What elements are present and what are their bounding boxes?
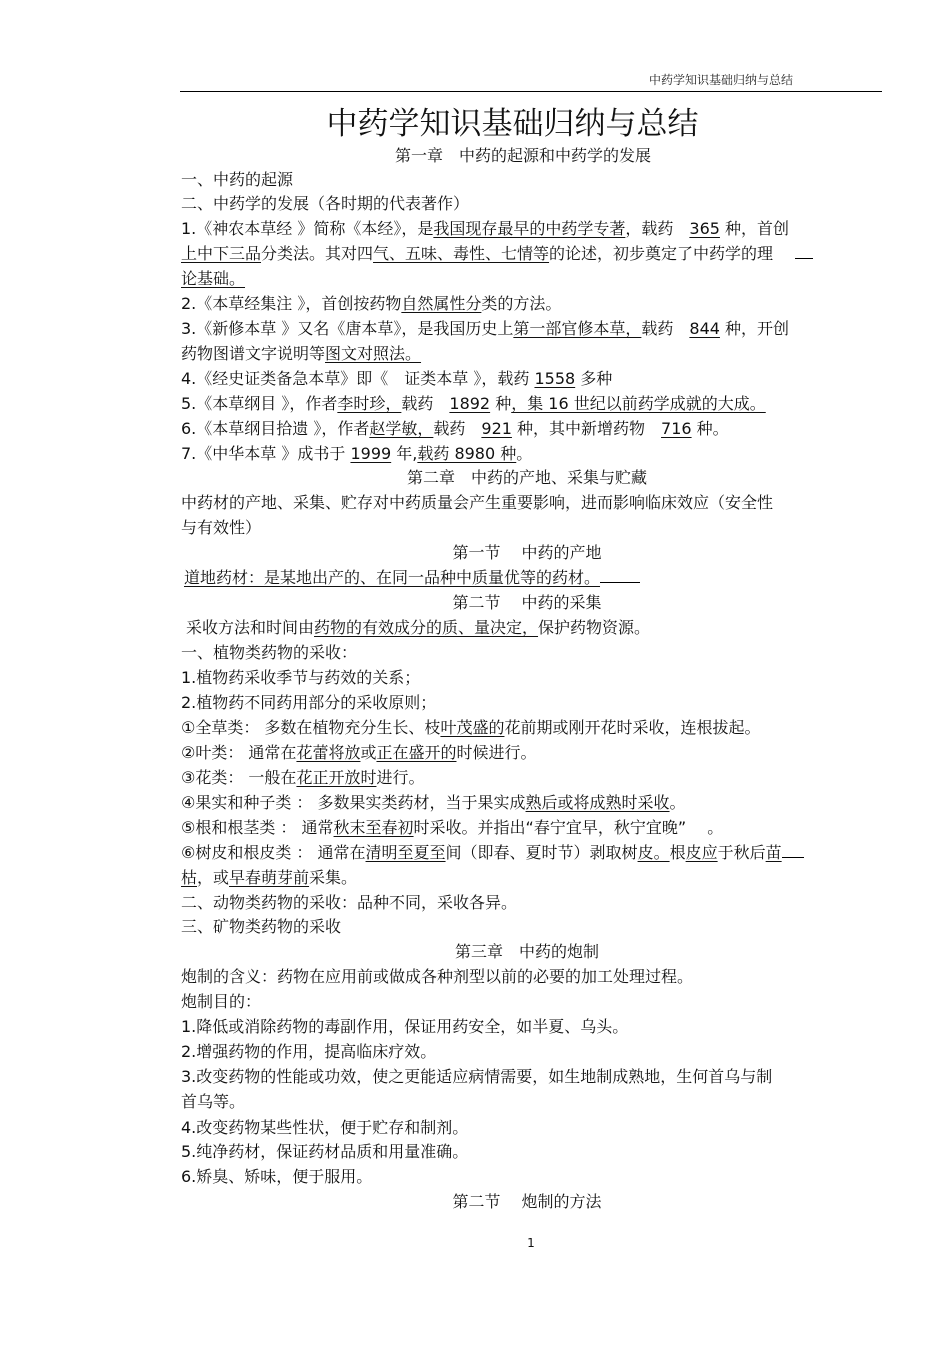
line-18: 1.植物药采收季节与药效的关系； — [181, 668, 421, 687]
line-04: 上中下三品分类法。其对四气、五味、毒性、七情等的论述，初步奠定了中药学的理 — [181, 243, 813, 265]
line-12: 7.《中华本草 》成书于 1999 年,载药 8980 种。 — [181, 444, 533, 463]
line-08: 药物图谱文字说明等图文对照法。 — [181, 344, 422, 363]
line-15: 道地药材：是某地出产的、在同一品种中质量优等的药材。 — [184, 567, 640, 589]
line-26: 枯，或早春萌芽前采集。 — [181, 868, 358, 887]
line-28: 三、矿物类药物的采收 — [181, 917, 342, 936]
line-05: 论基础。 — [181, 269, 246, 288]
line-14: 与有效性） — [181, 518, 262, 537]
section-3-heading: 第二节 炮制的方法 — [452, 1192, 602, 1211]
line-27: 二、动物类药物的采收：品种不同，采收各异。 — [181, 893, 518, 912]
line-33: 3.改变药物的性能或功效，使之更能适应病情需要，如生地制成熟地，生何首乌与制 — [181, 1067, 773, 1086]
document-title: 中药学知识基础归纳与总结 — [326, 106, 699, 142]
line-22: ③花类： 一般在花正开放时进行。 — [181, 768, 425, 787]
chapter-1-heading: 第一章 中药的起源和中药学的发展 — [394, 146, 651, 165]
line-32: 2.增强药物的作用，提高临床疗效。 — [181, 1042, 437, 1061]
line-19: 2.植物药不同药用部分的采收原则； — [181, 693, 437, 712]
line-10: 5.《本草纲目 》，作者李时珍，载药 1892 种，集 16 世纪以前药学成就的大成。 — [181, 394, 766, 413]
line-25: ⑥树皮和根皮类 ： 通常在清明至夏至间（即春、夏时节）剥取树皮。根皮应于秋后苗 — [181, 842, 804, 864]
section-1-heading: 第一节 中药的产地 — [452, 543, 602, 562]
line-30: 炮制目的： — [181, 992, 262, 1011]
page-number: 1 — [527, 1236, 535, 1250]
line-06: 2.《本草经集注 》，首创按药物自然属性分类的方法。 — [181, 294, 562, 313]
line-01: 一、中药的起源 — [181, 170, 294, 189]
line-13: 中药材的产地、采集、贮存对中药质量会产生重要影响，进而影响临床效应（安全性 — [181, 493, 774, 512]
line-11: 6.《本草纲目拾遗 》，作者赵学敏，载药 921 种，其中新增药物 716 种。 — [181, 419, 729, 438]
line-36: 5.纯净药材，保证药材品质和用量准确。 — [181, 1142, 469, 1161]
chapter-2-heading: 第二章 中药的产地、采集与贮藏 — [406, 468, 647, 487]
line-34: 首乌等。 — [181, 1092, 246, 1111]
line-29: 炮制的含义：药物在应用前或做成各种剂型以前的必要的加工处理过程。 — [181, 967, 694, 986]
line-17: 一、植物类药物的采收： — [181, 643, 358, 662]
line-23: ④果实和种子类 ： 多数果实类药材，当于果实成熟后或将成熟时采收。 — [181, 793, 686, 812]
line-21: ②叶类： 通常在花蕾将放或正在盛开的时候进行。 — [181, 743, 537, 762]
line-24: ⑤根和根茎类 ： 通常秋末至春初时采收。并指出“春宁宜早，秋宁宜晚” 。 — [181, 818, 724, 837]
line-37: 6.矫臭、矫味，便于服用。 — [181, 1167, 373, 1186]
line-02: 二、中药学的发展（各时期的代表著作） — [181, 194, 470, 213]
line-03: 1.《神农本草经 》简称《本经》，是我国现存最早的中药学专著，载药 365 种，首创 — [181, 219, 790, 238]
header-rule — [180, 91, 882, 92]
line-07: 3.《新修本草 》又名《唐本草》，是我国历史上第一部官修本草，载药 844 种，开创 — [181, 319, 790, 338]
line-16: 采收方法和时间由药物的有效成分的质、量决定，保护药物资源。 — [186, 618, 651, 637]
line-20: ①全草类： 多数在植物充分生长、枝叶茂盛的花前期或刚开花时采收，连根拔起。 — [181, 718, 761, 737]
line-09: 4.《经史证类备急本草》即《 证类本草 》，载药 1558 多种 — [181, 369, 613, 388]
section-2-heading: 第二节 中药的采集 — [452, 593, 602, 612]
running-header: 中药学知识基础归纳与总结 — [648, 73, 793, 87]
line-35: 4.改变药物某些性状，便于贮存和制剂。 — [181, 1118, 469, 1137]
chapter-3-heading: 第三章 中药的炮制 — [454, 942, 599, 961]
line-31: 1.降低或消除药物的毒副作用，保证用药安全，如半夏、乌头。 — [181, 1017, 629, 1036]
